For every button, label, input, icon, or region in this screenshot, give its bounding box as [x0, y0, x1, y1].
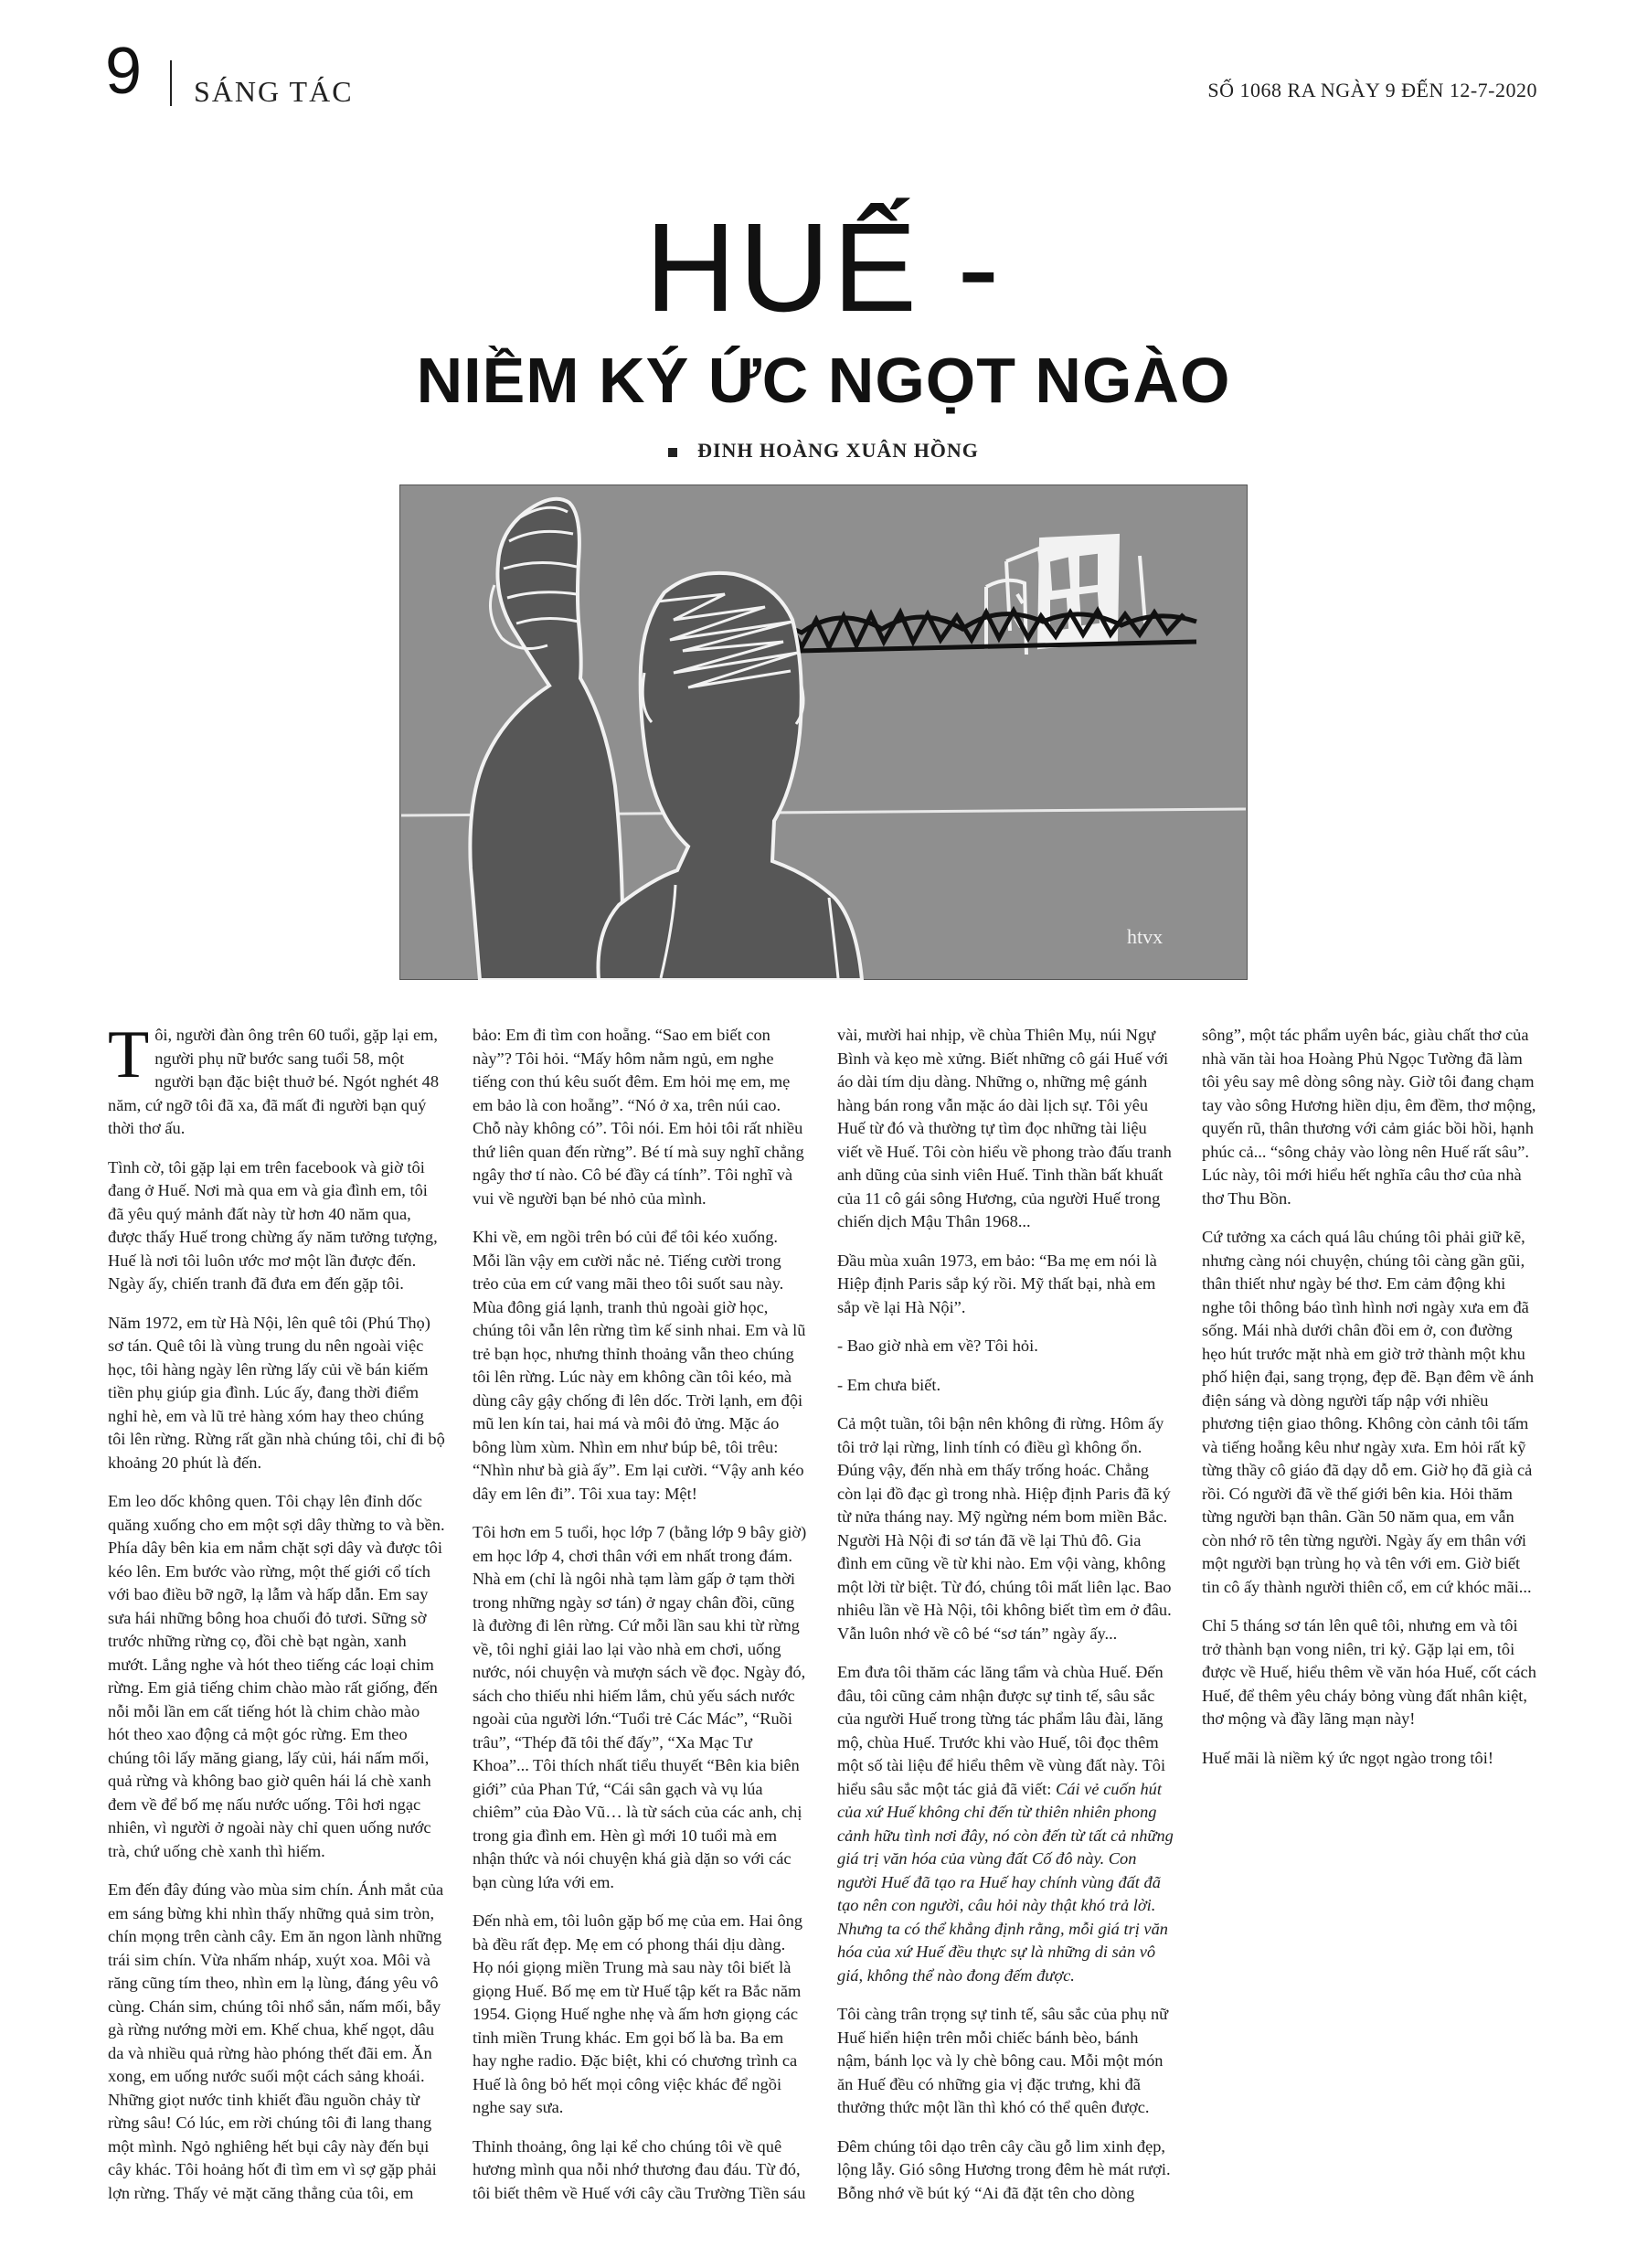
paragraph: Tôi hơn em 5 tuổi, học lớp 7 (bằng lớp 9 bây giờ) em học lớp 4, chơi thân với em nhất trong đám. Nhà em (chỉ là ngôi nhà tạm làm gấp ở tạm thời trong những ngày sơ tán) ở ngay chân đồi, cũng là đường đi lên rừng. Cứ mỗi lần sau khi từ rừng về, tôi nghỉ giải lao lại vào nhà em chơi, uống nước, nói chuyện và mượn sách về đọc. Ngày đó, sách cho thiếu nhi hiếm lắm, chủ yếu sách nước ngoài của người lớn.“Tuổi trẻ Các Mác”, “Ruồi trâu”, “Thép đã tôi thế đấy”, “Xa Mạc Tư Khoa”... Tôi thích nhất tiểu thuyết “Bên kia biên giới” của Phan Tứ, “Cái sân gạch và vụ lúa chiêm” của Đào Vũ… là từ sách của các anh, chị trong gia đình em. Hèn gì mới 10 tuổi mà em nhận thức và nói chuyện khá già dặn so với các bạn cùng lứa với em.	[473, 1523, 807, 1891]
page-number: 9	[105, 35, 143, 108]
page-header	[0, 0, 1647, 128]
paragraph: Em đến đây đúng vào mùa sim chín. Ánh mắt của em sáng bừng khi nhìn thấy những quả sim tròn, chín mọng trên cành cây. Em ăn ngon lành những trái sim chín. Vừa nhấm nháp, xuýt xoa. Môi và răng cũng tím theo, nhìn em lạ lùng, đáng yêu vô cùng. Chán sim, chúng tôi nhổ sắn, nấm mối, bẫy gà rừng nướng mời em. Khế chua, khế ngọt, dâu da và nhiều quả rừng hào phóng thết đãi em. Ăn xong, em uống nước suối một cách sảng khoái. Những giọt nước tinh khiết đầu nguồn chảy từ rừng sâu! Có lúc, em rời chúng tôi đi lang thang một mình. Ngỏ nghiêng hết bụi cây này đến bụi cây khác. Tôi hoảng hốt đi tìm em vì sợ gặp phải lợn rừng. Thấy vẻ mặt căng thẳng của tôi, em bảo: Em đi tìm con hoẵng. “Sao em biết con này”? Tôi hỏi. “Mấy hôm nằm ngủ, em nghe tiếng con thú kêu suốt đêm. Em hỏi mẹ em, mẹ em bảo là con hoẵng”. “Nó ở xa, trên núi cao. Chỗ này không có”. Tôi nói. Em hỏi tôi rất nhiều thứ liên quan đến rừng”. Bé tí mà suy nghĩ chẳng ngây thơ tí nào. Cô bé đầy cá tính”. Tôi nghĩ và vui về người bạn bé nhỏ của mình.	[108, 1026, 804, 2202]
paragraph: Tình cờ, tôi gặp lại em trên facebook và giờ tôi đang ở Huế. Nơi mà qua em và gia đình em, tôi đã yêu quý mảnh đất này từ hơn 40 năm qua, được thấy Huế trong chừng ấy năm tưởng tượng, Huế là nơi tôi luôn ước mơ một lần được đến. Ngày ấy, chiến tranh đã đưa em đến gặp tôi.	[108, 1157, 438, 1293]
paragraph: Năm 1972, em từ Hà Nội, lên quê tôi (Phú Thọ) sơ tán. Quê tôi là vùng trung du nên ngoài việc học, tôi hàng ngày lên rừng lấy củi về bán kiếm tiền phụ giúp gia đình. Lúc ấy, đang thời điểm nghỉ hè, em và lũ trẻ hàng xóm hay theo chúng tôi lên rừng. Rừng rất gần nhà chúng tôi, chỉ đi bộ khoảng 20 phút là đến.	[108, 1313, 445, 1472]
author-byline	[0, 439, 1647, 463]
header-divider	[170, 60, 172, 106]
paragraph: Cả một tuần, tôi bận nên không đi rừng. Hôm ấy tôi trở lại rừng, linh tính có điều gì không ổn. Đúng vậy, đến nhà em thấy trống hoác. Chẳng còn lại đồ đạc gì trong nhà. Hiệp định Paris đã ký từ nửa tháng nay. Mỹ ngừng ném bom miền Bắc. Người Hà Nội đi sơ tán đã về lại Thủ đô. Gia đình em cũng về từ khi nào. Em vội vàng, không một lời từ biệt. Từ đó, chúng tôi mất liên lạc. Bao nhiêu lần về Hà Nội, tôi không biết tìm em ở đâu. Vẫn luôn nhớ về cô bé “sơ tán” ngày ấy...	[837, 1414, 1172, 1643]
illustration-signature: htvx	[1127, 925, 1164, 948]
paragraph-text: ôi, người đàn ông trên 60 tuổi, gặp lại em, người phụ nữ bước sang tuổi 58, một người bạn đặc biệt thuở bé. Ngót nghét 48 năm, cứ ngỡ tôi đã xa, đã mất đi người bạn quý thời thơ ấu.	[108, 1026, 440, 1137]
quoted-passage: Cái vẻ cuốn hút của xứ Huế không chỉ đến từ thiên nhiên phong cảnh hữu tình nơi đây, nó còn đến từ tất cả những giá trị văn hóa của vùng đất Cố đô này. Con người Huế đã tạo ra Huế hay chính vùng đất đã tạo nên con người, câu hỏi này thật khó trả lời. Nhưng ta có thể khẳng định rằng, mỗi giá trị văn hóa của xứ Huế đều thực sự là những di sản vô giá, không thể nào đong đếm được.	[837, 1779, 1174, 1985]
issue-info: SỐ 1068 RA NGÀY 9 ĐẾN 12-7-2020	[1207, 79, 1537, 101]
section-name: SÁNG TÁC	[194, 75, 354, 108]
paragraph: Em leo dốc không quen. Tôi chạy lên đỉnh dốc quăng xuống cho em một sợi dây thừng to và bền. Phía dây bên kia em nắm chặt sợi dây và được tôi kéo lên. Em bước vào rừng, một thế giới cổ tích với bao điều bỡ ngỡ, lạ lẫm và hấp dẫn. Em say sưa hái những bông hoa chuối đỏ tươi. Sững sờ trước những rừng cọ, đồi chè bạt ngàn, xanh mướt. Lắng nghe và hót theo tiếng các loại chim rừng. Em giả tiếng chim chào mào rất giống, đến nỗi mỗi lần em cất tiếng hót là chim chào mào hót theo xao động cả một góc rừng. Em theo chúng tôi lấy măng giang, lấy củi, hái nấm mối, quả rừng và không bao giờ quên hái lá chè xanh đem về để bố mẹ nấu nước uống. Tôi hơi ngạc nhiên, vì người ở ngoài này chỉ quen uống nước trà, chứ uống chè xanh thì hiếm.	[108, 1492, 445, 1860]
paragraph: Thỉnh thoảng, ông lại kể cho chúng tôi về quê hương mình qua nỗi nhớ thương đau đáu. Từ đó, tôi biết thêm về Huế với cây cầu Trường Tiền sáu vài, mười hai nhịp, về chùa Thiên Mụ, núi Ngự Bình và kẹo mè xửng. Biết những cô gái Huế với áo dài tím dịu dàng. Những o, những mệ gánh hàng bán rong vẫn mặc áo dài lịch sự. Tôi yêu Huế từ đó và thường tự tìm đọc những tài liệu viết về Huế. Tôi còn hiểu về phong trào đấu tranh anh dũng của sinh viên Huế. Tinh thần bất khuất của 11 cô gái sông Hương, của người Huế trong chiến dịch Mậu Thân 1968...	[473, 1026, 1172, 2202]
paragraph: Khi về, em ngồi trên bó củi để tôi kéo xuống. Mỗi lần vậy em cười nắc nẻ. Tiếng cười trong trẻo của em cứ vang mãi theo tôi suốt sau này. Mùa đông giá lạnh, tranh thủ ngoài giờ học, chúng tôi vẫn lên rừng tìm kế sinh nhai. Em và lũ trẻ bạn học, nhưng thỉnh thoảng vẫn theo chúng tôi lên rừng. Lúc này em không cần tôi kéo, mà dùng cây gậy chống đi lên dốc. Trời lạnh, em đội mũ len kín tai, hai má và môi đỏ ửng. Mặc áo bông lùm xùm. Nhìn em như búp bê, tôi trêu: “Nhìn như bà già ấy”. Em lại cười. “Vậy anh kéo dây em lên đi”. Tôi xua tay: Mệt!	[473, 1228, 806, 1503]
article-illustration	[399, 484, 1248, 980]
article-subtitle: NIỀM KÝ ỨC NGỌT NGÀO	[416, 345, 1231, 416]
paragraph	[108, 1017, 445, 1141]
paragraph: Cứ tưởng xa cách quá lâu chúng tôi phải giữ kẽ, nhưng càng nói chuyện, chúng tôi càng gần gũi, thân thiết như ngày bé thơ. Em cảm động khi nghe tôi thông báo tình hình nơi ngày xưa em đã sống. Mái nhà dưới chân đồi em ở, con đường hẹo hút trước mặt nhà em giờ trở thành một khu phố hiện đại, sang trọng, đẹp đẽ. Bạn đêm về ánh điện sáng và dòng người tấp nập với nhiều phương tiện giao thông. Không còn cảnh tôi tấm và tiếng hoẵng kêu như ngày xưa. Em hỏi rất kỹ từng thầy cô giáo đã dạy dỗ em. Giờ họ đã già cả rồi. Có người đã về thế giới bên kia. Hỏi thăm từng người bạn thân. Gần 50 năm qua, em vẫn còn nhớ rõ tên từng người. Ngày ấy em thân với một người bạn trùng họ và tên với em. Giờ biết tin cô ấy thành người thiên cổ, em cứ khóc mãi...	[1202, 1228, 1535, 1596]
paragraph: - Bao giờ nhà em về? Tôi hỏi.	[837, 1336, 1038, 1355]
paragraph	[837, 1661, 1174, 1987]
author-name: ĐINH HOÀNG XUÂN HỒNG	[697, 439, 979, 462]
drop-cap: T	[108, 1017, 150, 1092]
paragraph: Chỉ 5 tháng sơ tán lên quê tôi, nhưng em và tôi trở thành bạn vong niên, tri kỷ. Gặp lại em, tôi được về Huế, hiểu thêm về văn hóa Huế, cốt cách Huế, để thêm yêu cháy bỏng vùng đất nhân kiệt, thơ mộng và đầy lãng mạn này!	[1202, 1616, 1536, 1728]
paragraph: - Em chưa biết.	[837, 1375, 941, 1394]
paragraph: Đầu mùa xuân 1973, em bảo: “Ba mẹ em nói là Hiệp định Paris sắp ký rồi. Mỹ thất bại, nhà em sắp về lại Hà Nội”.	[837, 1251, 1157, 1316]
paragraph: Đến nhà em, tôi luôn gặp bố mẹ của em. Hai ông bà đều rất đẹp. Mẹ em có phong thái dịu dàng. Họ nói giọng miền Trung mà sau này tôi biết là giọng Huế. Bố mẹ em từ Huế tập kết ra Bắc năm 1954. Giọng Huế nghe nhẹ và ấm hơn giọng các tỉnh miền Trung khác. Em gọi bố là ba. Ba em hay nghe radio. Đặc biệt, khi có chương trình ca Huế là ông bỏ hết mọi công việc khác để ngồi nghe say sưa.	[473, 1911, 803, 2116]
byline-bullet	[668, 448, 677, 457]
article-body	[108, 1017, 1539, 2212]
closing-line: Huế mãi là niềm ký ức ngọt ngào trong tôi!	[1202, 1748, 1493, 1767]
paragraph: Đêm chúng tôi dạo trên cây cầu gỗ lim xinh đẹp, lộng lẫy. Gió sông Hương trong đêm hè mát rượi. Bỗng nhớ về bút ký “Ai đã đặt tên cho dòng sông”, một tác phẩm uyên bác, giàu chất thơ của nhà văn tài hoa Hoàng Phủ Ngọc Tường đã làm tôi yêu say mê dòng sông này. Giờ tôi đang chạm tay vào sông Hương hiền dịu, êm đềm, thơ mộng, quyến rũ, thân thương với cảm giác bồi hồi, hạnh phúc cả... “sông chảy vào lòng nên Huế rất sâu”. Lúc này, tôi mới hiểu hết nghĩa câu thơ của nhà thơ Thu Bồn.	[837, 1026, 1536, 2202]
paragraph: Tôi càng trân trọng sự tinh tế, sâu sắc của phụ nữ Huế hiển hiện trên mỗi chiếc bánh bèo, bánh nậm, bánh lọc và ly chè bông cau. Mỗi một món ăn Huế đều có những gia vị đặc trưng, khi đã thưởng thức một lần thì khó có thể quên được.	[837, 2005, 1169, 2116]
paragraph-text: Em đưa tôi thăm các lăng tẩm và chùa Huế. Đến đâu, tôi cũng cảm nhận được sự tinh tế, sâu sắc của người Huế trong từng tác phẩm lâu đài, lăng mộ, chùa Huế. Trước khi vào Huế, tôi đọc thêm một số tài liệu để hiểu thêm về vùng đất này. Tôi hiểu sâu sắc một tác giả đã viết:	[837, 1663, 1166, 1798]
article-title: HUẾ -	[644, 197, 1003, 338]
